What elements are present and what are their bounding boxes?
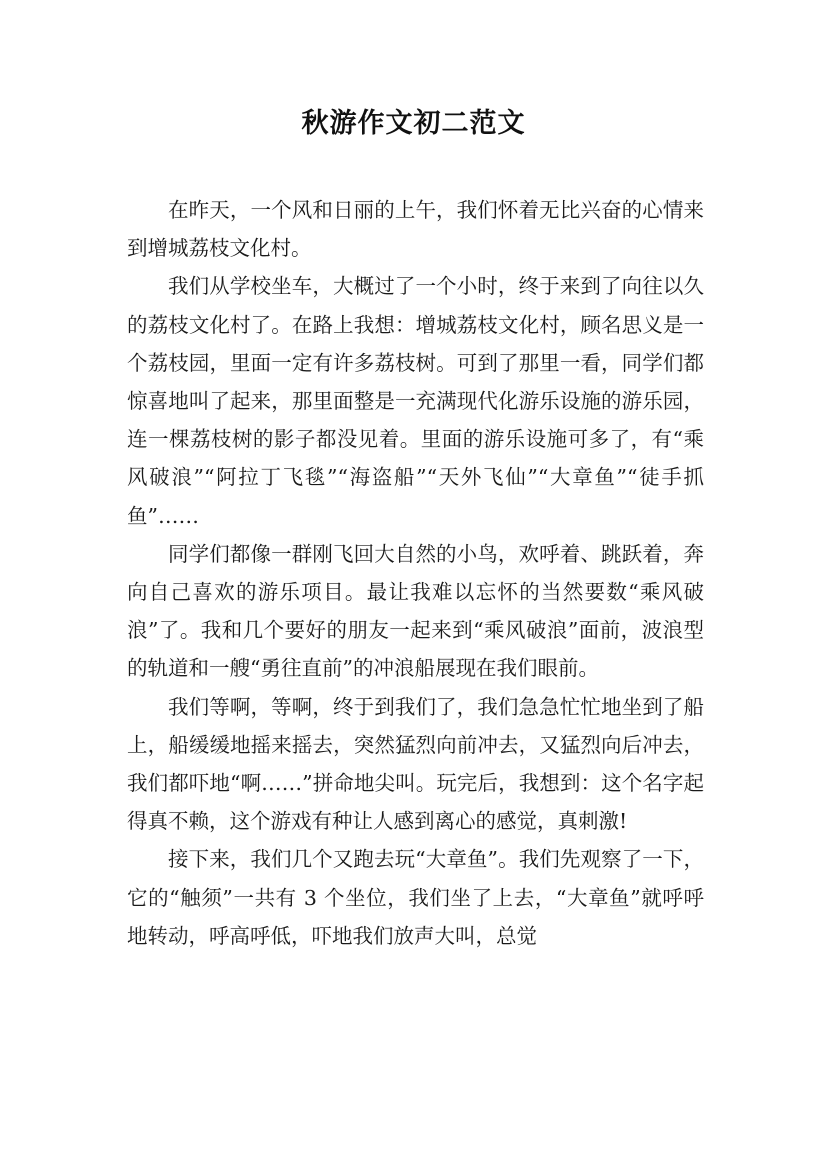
paragraph: 接下来，我们几个又跑去玩“大章鱼”。我们先观察了一下，它的“触须”一共有 3 个坐位，我们坐了上去，“大章鱼”就呼呼地转动，呼高呼低，吓地我们放声大叫，总觉 — [127, 847, 704, 948]
paragraph: 在昨天，一个风和日丽的上午，我们怀着无比兴奋的心情来到增城荔枝文化村。 — [127, 198, 704, 261]
document-title: 秋游作文初二范文 — [301, 108, 526, 139]
paragraph: 我们从学校坐车，大概过了一个小时，终于来到了向往以久的荔枝文化村了。在路上我想：增城荔枝文化村，顾名思义是一个荔枝园，里面一定有许多荔枝树。可到了那里一看，同学们都惊喜地叫了起来，那里面整是一充满现代化游乐设施的游乐园，连一棵荔枝树的影子都没见着。里面的游乐设施可多了，有“乘风破浪”“阿拉丁飞毯”“海盗船”“天外飞仙”“大章鱼”“徒手抓鱼”…… — [127, 274, 704, 528]
paragraph: 我们等啊，等啊，终于到我们了，我们急急忙忙地坐到了船上，船缓缓地摇来摇去，突然猛烈向前冲去，又猛烈向后冲去，我们都吓地“啊……”拼命地尖叫。玩完后，我想到：这个名字起得真不赖，这个游戏有种让人感到离心的感觉，真刺激! — [127, 694, 704, 834]
paragraph: 同学们都像一群刚飞回大自然的小鸟，欢呼着、跳跃着，奔向自己喜欢的游乐项目。最让我难以忘怀的当然要数“乘风破浪”了。我和几个要好的朋友一起来到“乘风破浪”面前，波浪型的轨道和一艘“勇往直前”的冲浪船展现在我们眼前。 — [127, 541, 704, 681]
document-body — [127, 191, 704, 955]
